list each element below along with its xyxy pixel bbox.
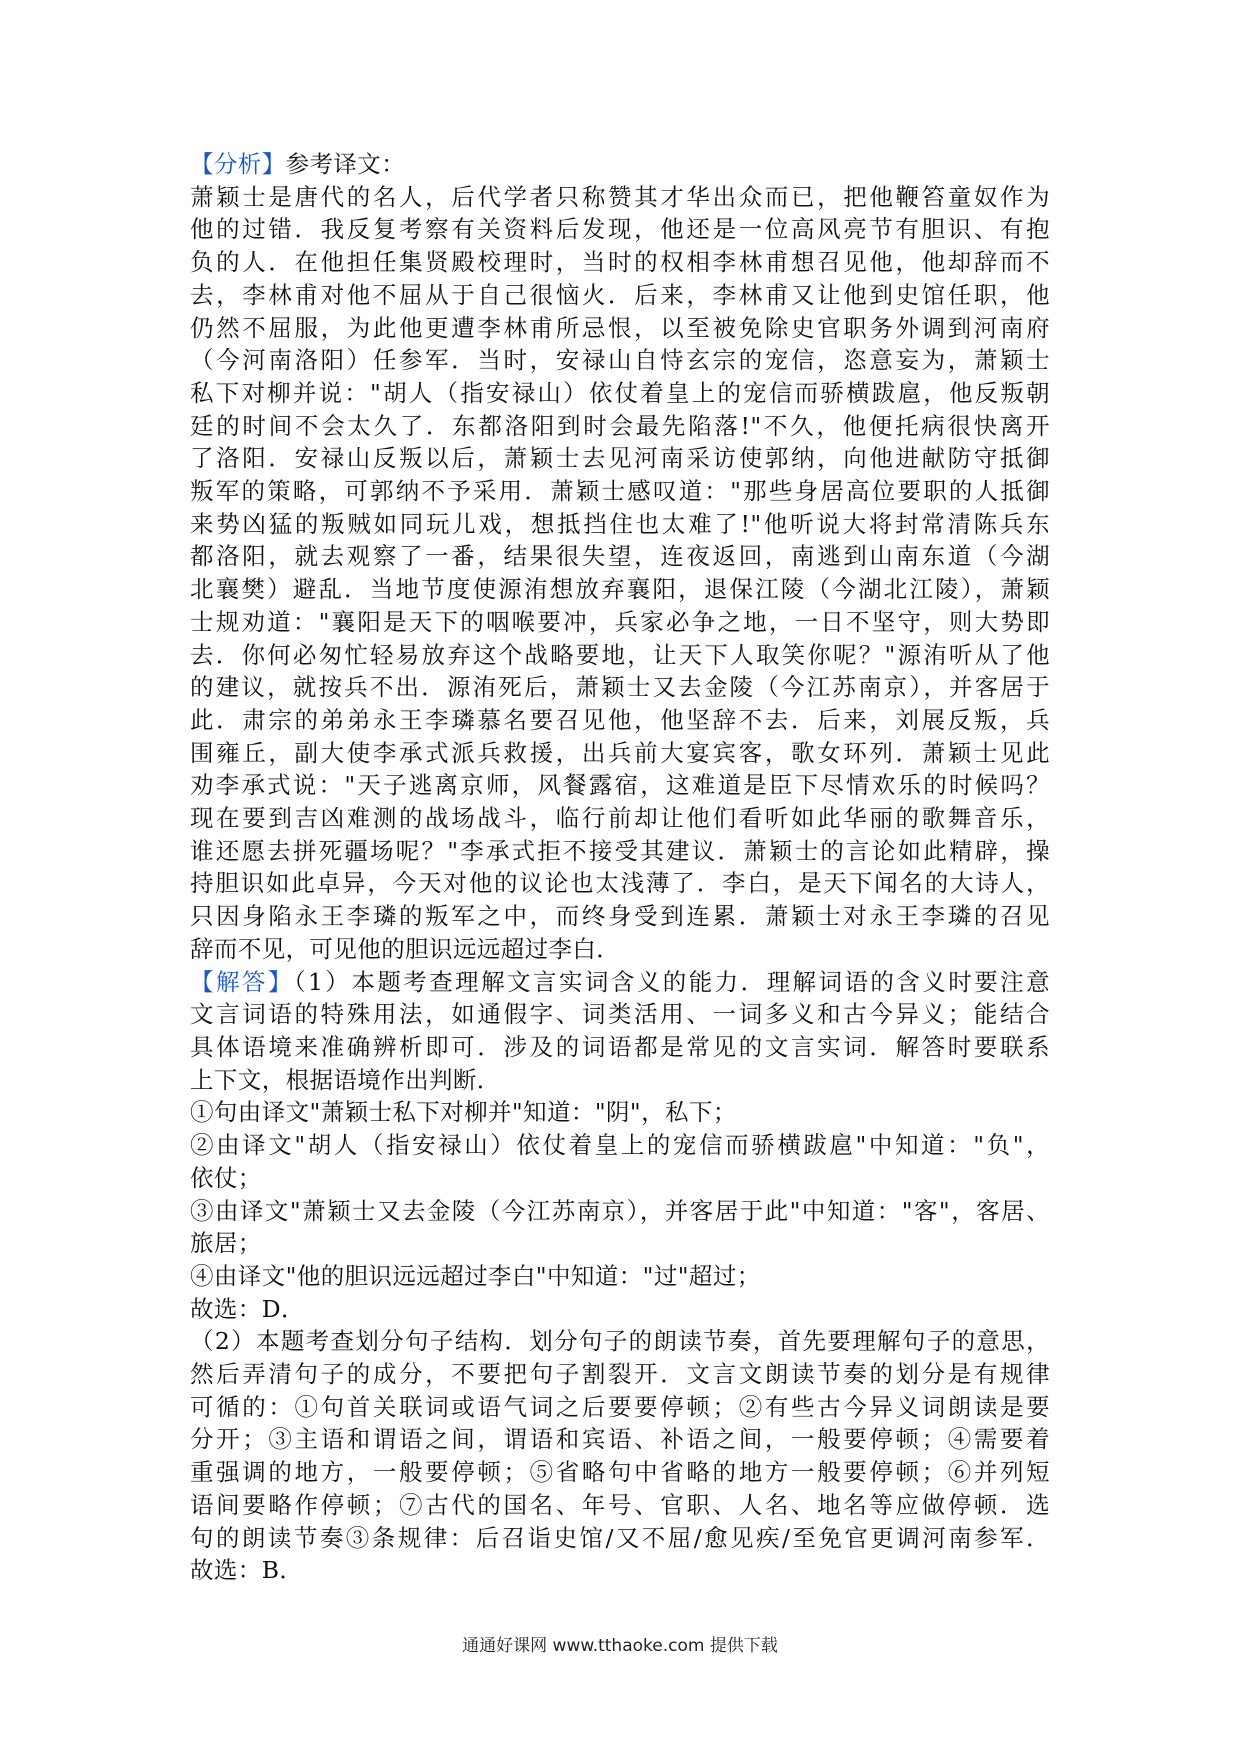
analysis-line: 仍然不屈服，为此他更遭李林甫所忌恨，以至被免除史官职务外调到河南府 [190, 313, 1050, 342]
analysis-line: 辞而不见，可见他的胆识远远超过李白． [190, 934, 621, 963]
analysis-line: 他的过错．我反复考察有关资料后发现，他还是一位高风亮节有胆识、有抱 [190, 215, 1050, 244]
answer-line: ②由译文"胡人（指安禄山）依仗着皇上的宠信而骄横跋扈"中知道："负"， [190, 1131, 1050, 1160]
analysis-line: 去．你何必匆忙轻易放弃这个战略要地，让天下人取笑你呢？"源洧听从了他 [190, 640, 1050, 669]
answer-line: 语间要略作停顿；⑦古代的国名、年号、官职、人名、地名等应做停顿．选 [190, 1490, 1050, 1519]
analysis-line: 廷的时间不会太久了．东都洛阳到时会最先陷落!"不久，他便托病很快离开 [190, 411, 1050, 440]
answer-line: 旅居； [190, 1229, 262, 1258]
answer-line: 文言词语的特殊用法，如通假字、词类活用、一词多义和古今异义；能结合 [190, 1000, 1050, 1029]
answer-line: 故选：B． [190, 1556, 304, 1585]
analysis-line: 私下对柳并说："胡人（指安禄山）依仗着皇上的宠信而骄横跋扈，他反叛朝 [190, 378, 1050, 407]
answer-first-line: （1）本题考查理解文言实词含义的能力．理解词语的含义时要注意 [293, 967, 1050, 996]
answer-line: ④由译文"他的胆识远远超过李白"中知道："过"超过； [190, 1261, 761, 1290]
answer-line: 依仗； [190, 1163, 262, 1192]
analysis-line: 现在要到吉凶难测的战场战斗，临行前却让他们看听如此华丽的歌舞音乐， [190, 804, 1050, 833]
analysis-line: 只因身陷永王李璘的叛军之中，而终身受到连累．萧颖士对永王李璘的召见 [190, 902, 1050, 931]
answer-line: 然后弄清句子的成分，不要把句子割裂开．文言文朗读节奏的划分是有规律 [190, 1360, 1050, 1389]
answer-tag: 【解答】 [190, 967, 294, 996]
analysis-line: 士规劝道："襄阳是天下的咽喉要冲，兵家必争之地，一日不坚守，则大势即 [190, 607, 1050, 636]
analysis-line: 去，李林甫对他不屈从于自己很恼火．后来，李林甫又让他到史馆任职，他 [190, 280, 1050, 309]
analysis-translation [190, 181, 1050, 966]
answer-line: ①句由译文"萧颖士私下对柳并"知道："阴"，私下； [190, 1098, 737, 1127]
analysis-tag: 【分析】 [190, 150, 286, 178]
page-footer: 通通好课网 www.tthaoke.com 提供下载 [462, 1636, 778, 1656]
analysis-line: 萧颖士是唐代的名人，后代学者只称赞其才华出众而已，把他鞭笞童奴作为 [190, 182, 1050, 211]
analysis-line: 围雍丘，副大使李承式派兵救援，出兵前大宴宾客，歌女环列．萧颖士见此 [190, 738, 1050, 767]
analysis-line: 的建议，就按兵不出．源洧死后，萧颖士又去金陵（今江苏南京），并客居于 [190, 673, 1050, 702]
analysis-line: 了洛阳．安禄山反叛以后，萧颖士去见河南采访使郭纳，向他进献防守抵御 [190, 444, 1050, 473]
answer-line: 故选：D． [190, 1294, 305, 1323]
document-body [190, 148, 1050, 1587]
answer-line: 句的朗读节奏③条规律：后召诣史馆/又不屈/愈见疾/至免官更调河南参军． [190, 1523, 1050, 1552]
answer-line: 重强调的地方，一般要停顿；⑤省略句中省略的地方一般要停顿；⑥并列短 [190, 1458, 1050, 1487]
answer-line: 可循的：①句首关联词或语气词之后要要停顿；②有些古今异义词朗读是要 [190, 1392, 1050, 1421]
answer-line: 上下文，根据语境作出判断． [190, 1065, 501, 1094]
answer-line: （2）本题考查划分句子结构．划分句子的朗读节奏，首先要理解句子的意思， [190, 1327, 1050, 1356]
analysis-line: 负的人．在他担任集贤殿校理时，当时的权相李林甫想召见他，他却辞而不 [190, 248, 1050, 277]
analysis-intro: 参考译文： [285, 150, 406, 178]
analysis-line: 持胆识如此卓异，今天对他的议论也太浅薄了．李白，是天下闻名的大诗人， [190, 869, 1050, 898]
analysis-line: 劝李承式说："天子逃离京师，风餐露宿，这难道是臣下尽情欢乐的时候吗？ [190, 771, 1050, 800]
analysis-heading [190, 148, 1050, 181]
analysis-line: 叛军的策略，可郭纳不予采用．萧颖士感叹道："那些身居高位要职的人抵御 [190, 477, 1050, 506]
answer-line: 具体语境来准确辨析即可．涉及的词语都是常见的文言实词．解答时要联系 [190, 1032, 1050, 1061]
answer-line: ③由译文"萧颖士又去金陵（今江苏南京），并客居于此"中知道："客"，客居、 [190, 1196, 1050, 1225]
analysis-line: 来势凶猛的叛贼如同玩儿戏，想抵挡住也太难了!"他听说大将封常清陈兵东 [190, 509, 1050, 538]
analysis-line: 谁还愿去拼死疆场呢？"李承式拒不接受其建议．萧颖士的言论如此精辟，操 [190, 836, 1050, 865]
answer-line: 分开；③主语和谓语之间，谓语和宾语、补语之间，一般要停顿；④需要着 [190, 1425, 1050, 1454]
answer-body [190, 998, 1050, 1587]
answer-heading [190, 966, 1050, 999]
analysis-line: （今河南洛阳）任参军．当时，安禄山自恃玄宗的宠信，恣意妄为，萧颖士 [190, 346, 1050, 375]
analysis-line: 北襄樊）避乱．当地节度使源洧想放弃襄阳，退保江陵（今湖北江陵），萧颖 [190, 575, 1050, 604]
analysis-line: 都洛阳，就去观察了一番，结果很失望，连夜返回，南逃到山南东道（今湖 [190, 542, 1050, 571]
analysis-line: 此．肃宗的弟弟永王李璘慕名要召见他，他坚辞不去．后来，刘展反叛，兵 [190, 705, 1050, 734]
